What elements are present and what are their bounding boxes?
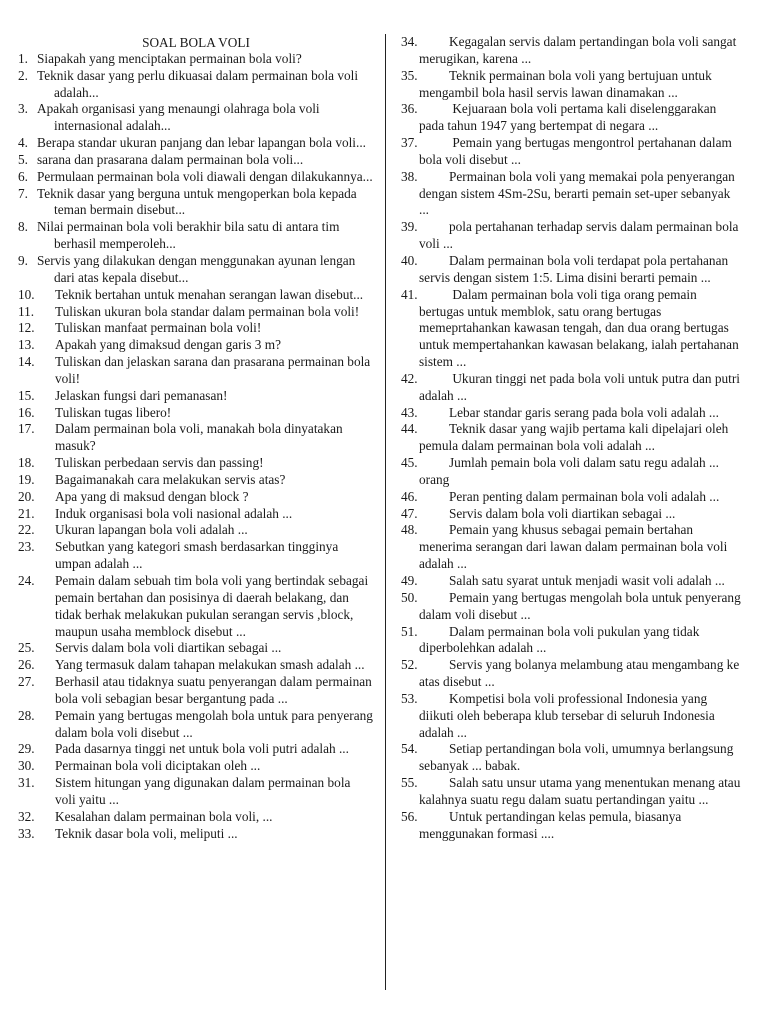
question-item <box>18 421 374 455</box>
question-item <box>401 253 741 287</box>
question-text: Tuliskan ukuran bola standar dalam permainan bola voli! <box>55 303 360 319</box>
question-text: Apakah yang dimaksud dengan garis 3 m? <box>55 337 281 353</box>
question-text: Induk organisasi bola voli nasional adalah ... <box>55 505 293 521</box>
question-item <box>18 826 374 843</box>
question-item <box>18 320 374 337</box>
question-text: Teknik dasar bola voli, meliputi ... <box>55 825 238 841</box>
question-item <box>401 287 741 371</box>
question-text: Salah satu unsur utama yang menentukan menang atau kalahnya suatu regu dalam suatu pertandingan yaitu ... <box>419 775 741 807</box>
question-text: Nilai permainan bola voli berakhir bila satu di antara tim berhasil memperoleh... <box>37 219 340 252</box>
question-text: Teknik dasar yang wajib pertama kali dipelajari oleh pemula dalam permainan bola voli adalah ... <box>419 421 729 454</box>
question-number: 20. <box>18 488 35 504</box>
question-text: Pemain yang bertugas mengolah bola untuk penyerang dalam voli disebut ... <box>419 589 741 622</box>
question-number: 7. <box>18 185 28 201</box>
question-text: Apa yang di maksud dengan block ? <box>55 488 249 504</box>
question-text: Teknik dasar yang berguna untuk mengoperkan bola kepada teman bermain disebut... <box>37 185 357 218</box>
question-item <box>18 354 374 388</box>
question-text: Servis yang dilakukan dengan menggunakan ayunan lengan dari atas kepala disebut... <box>37 252 356 285</box>
question-text: Kesalahan dalam permainan bola voli, ... <box>55 808 273 824</box>
question-text: Teknik dasar yang perlu dikuasai dalam permainan bola voli adalah... <box>37 67 359 100</box>
question-number: 50. <box>401 589 418 605</box>
question-item <box>18 287 374 304</box>
question-text: Berapa standar ukuran panjang dan lebar lapangan bola voli... <box>37 135 366 151</box>
question-text: Jumlah pemain bola voli dalam satu regu adalah ... orang <box>419 455 719 487</box>
question-item <box>18 640 374 657</box>
question-item <box>401 135 741 169</box>
question-item <box>18 522 374 539</box>
question-number: 51. <box>401 623 418 639</box>
question-text: Permainan bola voli diciptakan oleh ... <box>55 758 261 774</box>
question-number: 12. <box>18 320 35 336</box>
question-item <box>18 388 374 405</box>
question-text: Siapakah yang menciptakan permainan bola voli? <box>37 50 302 66</box>
question-text: Ukuran tinggi net pada bola voli untuk putra dan putri adalah ... <box>419 370 740 403</box>
question-number: 25. <box>18 640 35 656</box>
question-number: 37. <box>401 135 418 151</box>
question-item <box>18 539 374 573</box>
question-text: Kejuaraan bola voli pertama kali diselenggarakan pada tahun 1947 yang bertempat di negara ... <box>419 101 717 134</box>
question-item <box>401 455 741 489</box>
question-number: 19. <box>18 471 35 487</box>
question-text: Peran penting dalam permainan bola voli adalah ... <box>449 488 720 504</box>
question-number: 23. <box>18 539 35 555</box>
question-text: Kegagalan servis dalam pertandingan bola voli sangat merugikan, karena ... <box>419 34 737 66</box>
question-item <box>401 741 741 775</box>
question-text: sarana dan prasarana dalam permainan bola voli... <box>37 151 304 167</box>
question-text: Kompetisi bola voli professional Indonesia yang diikuti oleh beberapa klub tersebar di seluruh Indonesia adalah ... <box>419 690 715 740</box>
question-item <box>18 657 374 674</box>
question-number: 56. <box>401 808 418 824</box>
question-number: 45. <box>401 455 418 471</box>
question-number: 16. <box>18 404 35 420</box>
question-number: 21. <box>18 505 35 521</box>
question-number: 10. <box>18 286 35 302</box>
question-item <box>18 758 374 775</box>
question-text: Tuliskan dan jelaskan sarana dan prasarana permainan bola voli! <box>55 354 371 386</box>
question-text: Pemain yang bertugas mengontrol pertahanan dalam bola voli disebut ... <box>419 135 732 167</box>
question-item <box>401 522 741 573</box>
question-number: 55. <box>401 775 418 791</box>
question-number: 44. <box>401 421 418 437</box>
question-number: 8. <box>18 219 28 235</box>
question-text: Teknik permainan bola voli yang bertujuan untuk mengambil bola hasil servis lawan dinamakan ... <box>419 67 712 100</box>
page-title: SOAL BOLA VOLI <box>142 35 250 50</box>
question-text: Salah satu syarat untuk menjadi wasit voli adalah ... <box>449 573 725 588</box>
question-text: Pemain yang bertugas mengolah bola untuk para penyerang dalam bola voli disebut ... <box>55 707 373 740</box>
question-number: 53. <box>401 690 418 706</box>
question-number: 41. <box>401 286 418 302</box>
question-number: 34. <box>401 34 418 49</box>
question-text: Jelaskan fungsi dari pemanasan! <box>55 387 228 403</box>
question-text: Servis dalam bola voli diartikan sebagai ... <box>449 505 676 521</box>
question-item <box>401 421 741 455</box>
question-number: 13. <box>18 337 35 353</box>
question-item <box>401 405 741 422</box>
question-number: 43. <box>401 404 418 420</box>
question-item <box>401 506 741 523</box>
question-number: 9. <box>18 252 28 268</box>
question-item <box>18 455 374 472</box>
question-number: 17. <box>18 421 35 437</box>
question-number: 33. <box>18 825 35 841</box>
question-text: Untuk pertandingan kelas pemula, biasanya menggunakan formasi .... <box>419 808 682 841</box>
question-item <box>18 337 374 354</box>
question-item <box>401 775 741 809</box>
question-text: Permulaan permainan bola voli diawali dengan dilakukannya... <box>37 168 373 184</box>
question-text: Pemain dalam sebuah tim bola voli yang bertindak sebagai pemain bertahan dan posisinya di daerah belakang, dan tidak berhak melakukan pukulan serangan servis ,block, maupun usaha memblock disebut ... <box>55 573 369 639</box>
question-text: Servis yang bolanya melambung atau mengambang ke atas disebut ... <box>419 657 740 690</box>
question-number: 36. <box>401 101 418 117</box>
question-item <box>401 809 741 843</box>
question-item <box>18 708 374 742</box>
question-item <box>401 590 741 624</box>
question-number: 29. <box>18 741 35 757</box>
question-item <box>18 253 374 287</box>
question-item <box>18 472 374 489</box>
question-number: 2. <box>18 67 28 83</box>
question-text: Dalam permainan bola voli, manakah bola dinyatakan masuk? <box>55 421 343 454</box>
title-spacer <box>18 34 374 51</box>
question-number: 47. <box>401 505 418 521</box>
question-number: 54. <box>401 741 418 757</box>
question-number: 32. <box>18 808 35 824</box>
question-text: Tuliskan tugas libero! <box>55 404 172 420</box>
question-text: Tuliskan perbedaan servis dan passing! <box>55 455 264 471</box>
question-text: Berhasil atau tidaknya suatu penyerangan dalam permainan bola voli sebagian besar bergantung pada ... <box>55 674 372 706</box>
question-text: Pada dasarnya tinggi net untuk bola voli putri adalah ... <box>55 741 349 757</box>
question-number: 31. <box>18 775 35 791</box>
question-item <box>401 371 741 405</box>
question-text: Permainan bola voli yang memakai pola penyerangan dengan sistem 4Sm-2Su, berarti pemain set-uper sebanyak ... <box>419 168 735 218</box>
question-item <box>18 152 374 169</box>
question-text: Dalam permainan bola voli tiga orang pemain bertugas untuk memblok, satu orang bertugas memeprtahankan kawasan tengah, dan dua orang bertugas untuk mempertahankan kawasan belakang, ialah pertahanan sistem ... <box>419 286 739 370</box>
question-number: 42. <box>401 370 418 386</box>
question-item <box>401 624 741 658</box>
question-item <box>18 219 374 253</box>
question-number: 24. <box>18 573 35 588</box>
question-item <box>18 135 374 152</box>
question-item <box>18 741 374 758</box>
question-number: 5. <box>18 151 28 167</box>
question-number: 3. <box>18 101 28 117</box>
question-number: 28. <box>18 707 35 723</box>
question-item <box>18 101 374 135</box>
question-item <box>18 169 374 186</box>
question-item <box>18 68 374 102</box>
question-item <box>401 489 741 506</box>
question-number: 4. <box>18 135 28 151</box>
question-number: 11. <box>18 303 35 319</box>
question-item <box>18 405 374 422</box>
question-number: 14. <box>18 354 35 370</box>
question-item <box>18 489 374 506</box>
question-number: 35. <box>401 67 418 83</box>
question-item <box>18 186 374 220</box>
question-text: Ukuran lapangan bola voli adalah ... <box>55 522 248 538</box>
question-number: 6. <box>18 168 28 184</box>
question-text: Sebutkan yang kategori smash berdasarkan tingginya umpan adalah ... <box>55 539 339 572</box>
question-number: 38. <box>401 168 418 184</box>
question-item <box>401 101 741 135</box>
question-text: Servis dalam bola voli diartikan sebagai ... <box>55 640 282 656</box>
question-number: 26. <box>18 657 35 673</box>
question-number: 22. <box>18 522 35 538</box>
question-text: Setiap pertandingan bola voli, umumnya berlangsung sebanyak ... babak. <box>419 741 734 774</box>
question-text: Sistem hitungan yang digunakan dalam permainan bola voli yaitu ... <box>55 775 351 807</box>
question-number: 1. <box>18 50 28 66</box>
question-number: 52. <box>401 657 418 673</box>
question-text: Apakah organisasi yang menaungi olahraga bola voli internasional adalah... <box>37 101 320 134</box>
question-text: Tuliskan manfaat permainan bola voli! <box>55 320 262 336</box>
question-number: 40. <box>401 252 418 268</box>
question-item <box>18 51 374 68</box>
question-item <box>401 34 741 68</box>
right-question-column <box>401 34 741 843</box>
question-text: Bagaimanakah cara melakukan servis atas? <box>55 471 286 487</box>
question-item <box>18 573 374 640</box>
question-item <box>401 219 741 253</box>
question-number: 39. <box>401 219 418 235</box>
question-item <box>401 691 741 742</box>
question-text: Dalam permainan bola voli terdapat pola pertahanan servis dengan sistem 1:5. Lima disini berarti pemain ... <box>419 252 729 285</box>
question-item <box>18 809 374 826</box>
question-number: 18. <box>18 455 35 471</box>
question-number: 46. <box>401 488 418 504</box>
question-text: Lebar standar garis serang pada bola voli adalah ... <box>449 404 719 420</box>
question-item <box>401 169 741 220</box>
question-item <box>401 68 741 102</box>
question-item <box>18 506 374 523</box>
question-number: 49. <box>401 573 418 588</box>
question-number: 27. <box>18 674 35 690</box>
question-text: Yang termasuk dalam tahapan melakukan smash adalah ... <box>55 657 365 673</box>
question-number: 30. <box>18 758 35 774</box>
question-text: Pemain yang khusus sebagai pemain bertahan menerima serangan dari lawan dalam permainan bola voli adalah ... <box>419 522 728 572</box>
question-text: pola pertahanan terhadap servis dalam permainan bola voli ... <box>419 219 739 252</box>
left-question-column <box>18 34 374 843</box>
question-item <box>18 674 374 708</box>
column-divider <box>385 34 386 990</box>
question-number: 15. <box>18 387 35 403</box>
question-item <box>401 573 741 590</box>
question-item <box>18 304 374 321</box>
question-item <box>401 657 741 691</box>
question-text: Teknik bertahan untuk menahan serangan lawan disebut... <box>55 286 364 302</box>
question-number: 48. <box>401 522 418 538</box>
question-text: Dalam permainan bola voli pukulan yang tidak diperbolehkan adalah ... <box>419 623 700 656</box>
question-item <box>18 775 374 809</box>
